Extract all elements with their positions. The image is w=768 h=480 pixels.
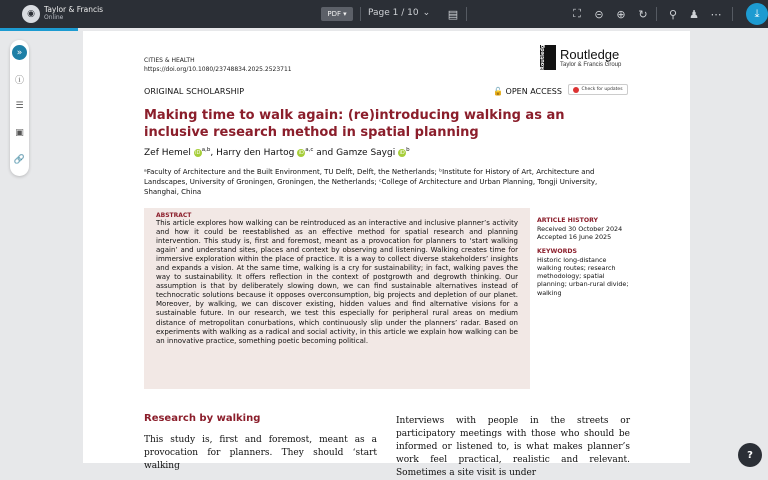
orcid-icon[interactable]: iD	[399, 149, 405, 156]
divider	[656, 7, 657, 21]
tf-logo-icon: ◉	[22, 5, 40, 23]
section-label: ORIGINAL SCHOLARSHIP	[144, 87, 245, 96]
body-column-right: Interviews with people in the streets or participatory meetings with those who should be informed or listened to, is what makes planner’s work feel practical, realistic and relevant. Sometimes a site visit is under	[396, 416, 630, 478]
open-access-label: OPEN ACCESS	[505, 87, 562, 96]
section-heading: Research by walking	[144, 413, 261, 424]
help-icon: ?	[747, 449, 753, 461]
author-affil: b	[406, 147, 410, 153]
rotate-icon[interactable]: ↻	[638, 7, 648, 21]
check-updates-label: Check for updates	[581, 87, 623, 92]
publisher-sub: Taylor & Francis Group	[560, 61, 622, 68]
orcid-icon[interactable]: iD	[195, 149, 201, 156]
search-icon[interactable]: ⚲	[668, 7, 678, 21]
top-toolbar	[0, 0, 768, 28]
keywords-heading: KEYWORDS	[537, 247, 577, 255]
expand-icon[interactable]: »	[12, 45, 27, 60]
abstract-box	[144, 208, 530, 389]
abstract-heading: ABSTRACT	[156, 212, 192, 219]
brand-name: Taylor & Francis	[44, 5, 104, 14]
accepted-date: Accepted 16 June 2025	[537, 233, 612, 242]
divider	[466, 7, 467, 21]
chevron-down-icon: ▾	[343, 10, 347, 18]
chevron-down-icon: ⌄	[422, 8, 431, 18]
keywords-text: Historic long-distance walking routes; research methodology; spatial planning; urban-rural divide; walking	[537, 255, 629, 297]
zoom-out-icon[interactable]: ⊝	[594, 7, 604, 21]
format-dropdown[interactable]	[321, 7, 353, 21]
divider	[360, 7, 361, 21]
page-selector[interactable]	[368, 8, 430, 18]
crossmark-icon	[573, 87, 579, 93]
affiliations: ᵃFaculty of Architecture and the Built Environment, TU Delft, Delft, the Netherlands; ᵇInstitute for History of Art, Architecture and Landscapes, University of Groningen, Groningen, the Netherlands; ᶜCollege of Architecture and Urban Planning, Tongji University, Shanghai, China	[144, 168, 598, 196]
more-icon[interactable]: ⋯	[710, 7, 722, 21]
abstract-text: This article explores how walking can be reintroduced as an interactive and inclusive planner’s activity and how it could be reestablished as an effective method for spatial research and planning intervention. This study is, first and foremost, meant as a provocation for planners to ‘start walking again’ and understand sites, places and context by observing and listening. Walking creates time for immersive exploration within the place of practice. It is a way to collect diverse stakeholders’ insights and expands a vision. At the same time, walking is a cry for sustainability; in fact, walking paves the way to sustainability. It offers reflection in the context of postgrowth and degrowth thinking. Our assumption is that by deliberately slowing down, we can find sustainable alternatives instead of technocratic solutions because it opposes overconsumption, big projects and depletion of our planet. Moreover, by walking, we can discover existing, hidden values and find alternative visions for a sustainable future. In our research, we test this especially for peripheral rural areas on medium distance of metropolitan conurbations, which continuously slip under the planners’ radar. Based on experiments with walking as a radical and social activity, in this article we explain how walking can be an innovative practice, something poetic becoming political.	[156, 219, 518, 345]
author-name[interactable]: Gamze Saygi	[336, 148, 396, 158]
page-label: Page 1 / 10	[368, 8, 419, 18]
progress-accent	[0, 28, 78, 31]
history-heading: ARTICLE HISTORY	[537, 217, 598, 224]
author-separator: ,	[210, 148, 214, 158]
lock-open-icon: 🔓	[493, 87, 503, 96]
link-icon[interactable]: 🔗	[13, 154, 26, 165]
received-date: Received 30 October 2024	[537, 225, 623, 234]
author-affil: a,c	[305, 147, 314, 153]
brand[interactable]	[22, 5, 103, 23]
author-name[interactable]: Zef Hemel	[144, 148, 191, 158]
journal-header	[144, 56, 292, 74]
divider	[732, 7, 733, 21]
image-icon[interactable]: ▣	[15, 127, 24, 138]
doi-link[interactable]: https://doi.org/10.1080/23748834.2025.2523711	[144, 66, 292, 73]
list-icon[interactable]: ☰	[15, 100, 24, 111]
author-separator: and	[316, 148, 334, 158]
body-column-left: This study is, first and foremost, meant as a provocation for planners. They should ‘start walking	[144, 435, 377, 471]
check-updates-button[interactable]	[568, 84, 628, 95]
document-icon[interactable]: ▤	[447, 7, 459, 21]
routledge-mark: Routledge	[540, 45, 556, 70]
authors	[144, 147, 410, 158]
pdf-page	[83, 31, 690, 478]
author-name[interactable]: Harry den Hartog	[216, 148, 295, 158]
brand-sub: Online	[44, 14, 64, 21]
fullscreen-icon[interactable]: ⛶	[573, 7, 581, 20]
zoom-in-icon[interactable]: ⊕	[616, 7, 626, 21]
open-access	[493, 87, 562, 96]
orcid-icon[interactable]: iD	[298, 149, 304, 156]
format-label: PDF	[327, 10, 342, 18]
journal-name: CITIES & HEALTH	[144, 57, 195, 64]
article-meta	[537, 217, 632, 297]
author-affil: a,b	[201, 147, 211, 153]
publisher-logo	[540, 41, 622, 70]
download-icon[interactable]: ⤓	[746, 3, 768, 25]
article-title: Making time to walk again: (re)introducing walking as an inclusive research method in spatial planning	[144, 108, 565, 140]
publisher-name: Routledge	[560, 46, 620, 62]
info-icon[interactable]: ⓘ	[14, 76, 24, 86]
left-sidebar	[10, 40, 29, 176]
share-user-icon[interactable]: ♟	[689, 7, 699, 21]
help-button[interactable]	[738, 443, 762, 467]
